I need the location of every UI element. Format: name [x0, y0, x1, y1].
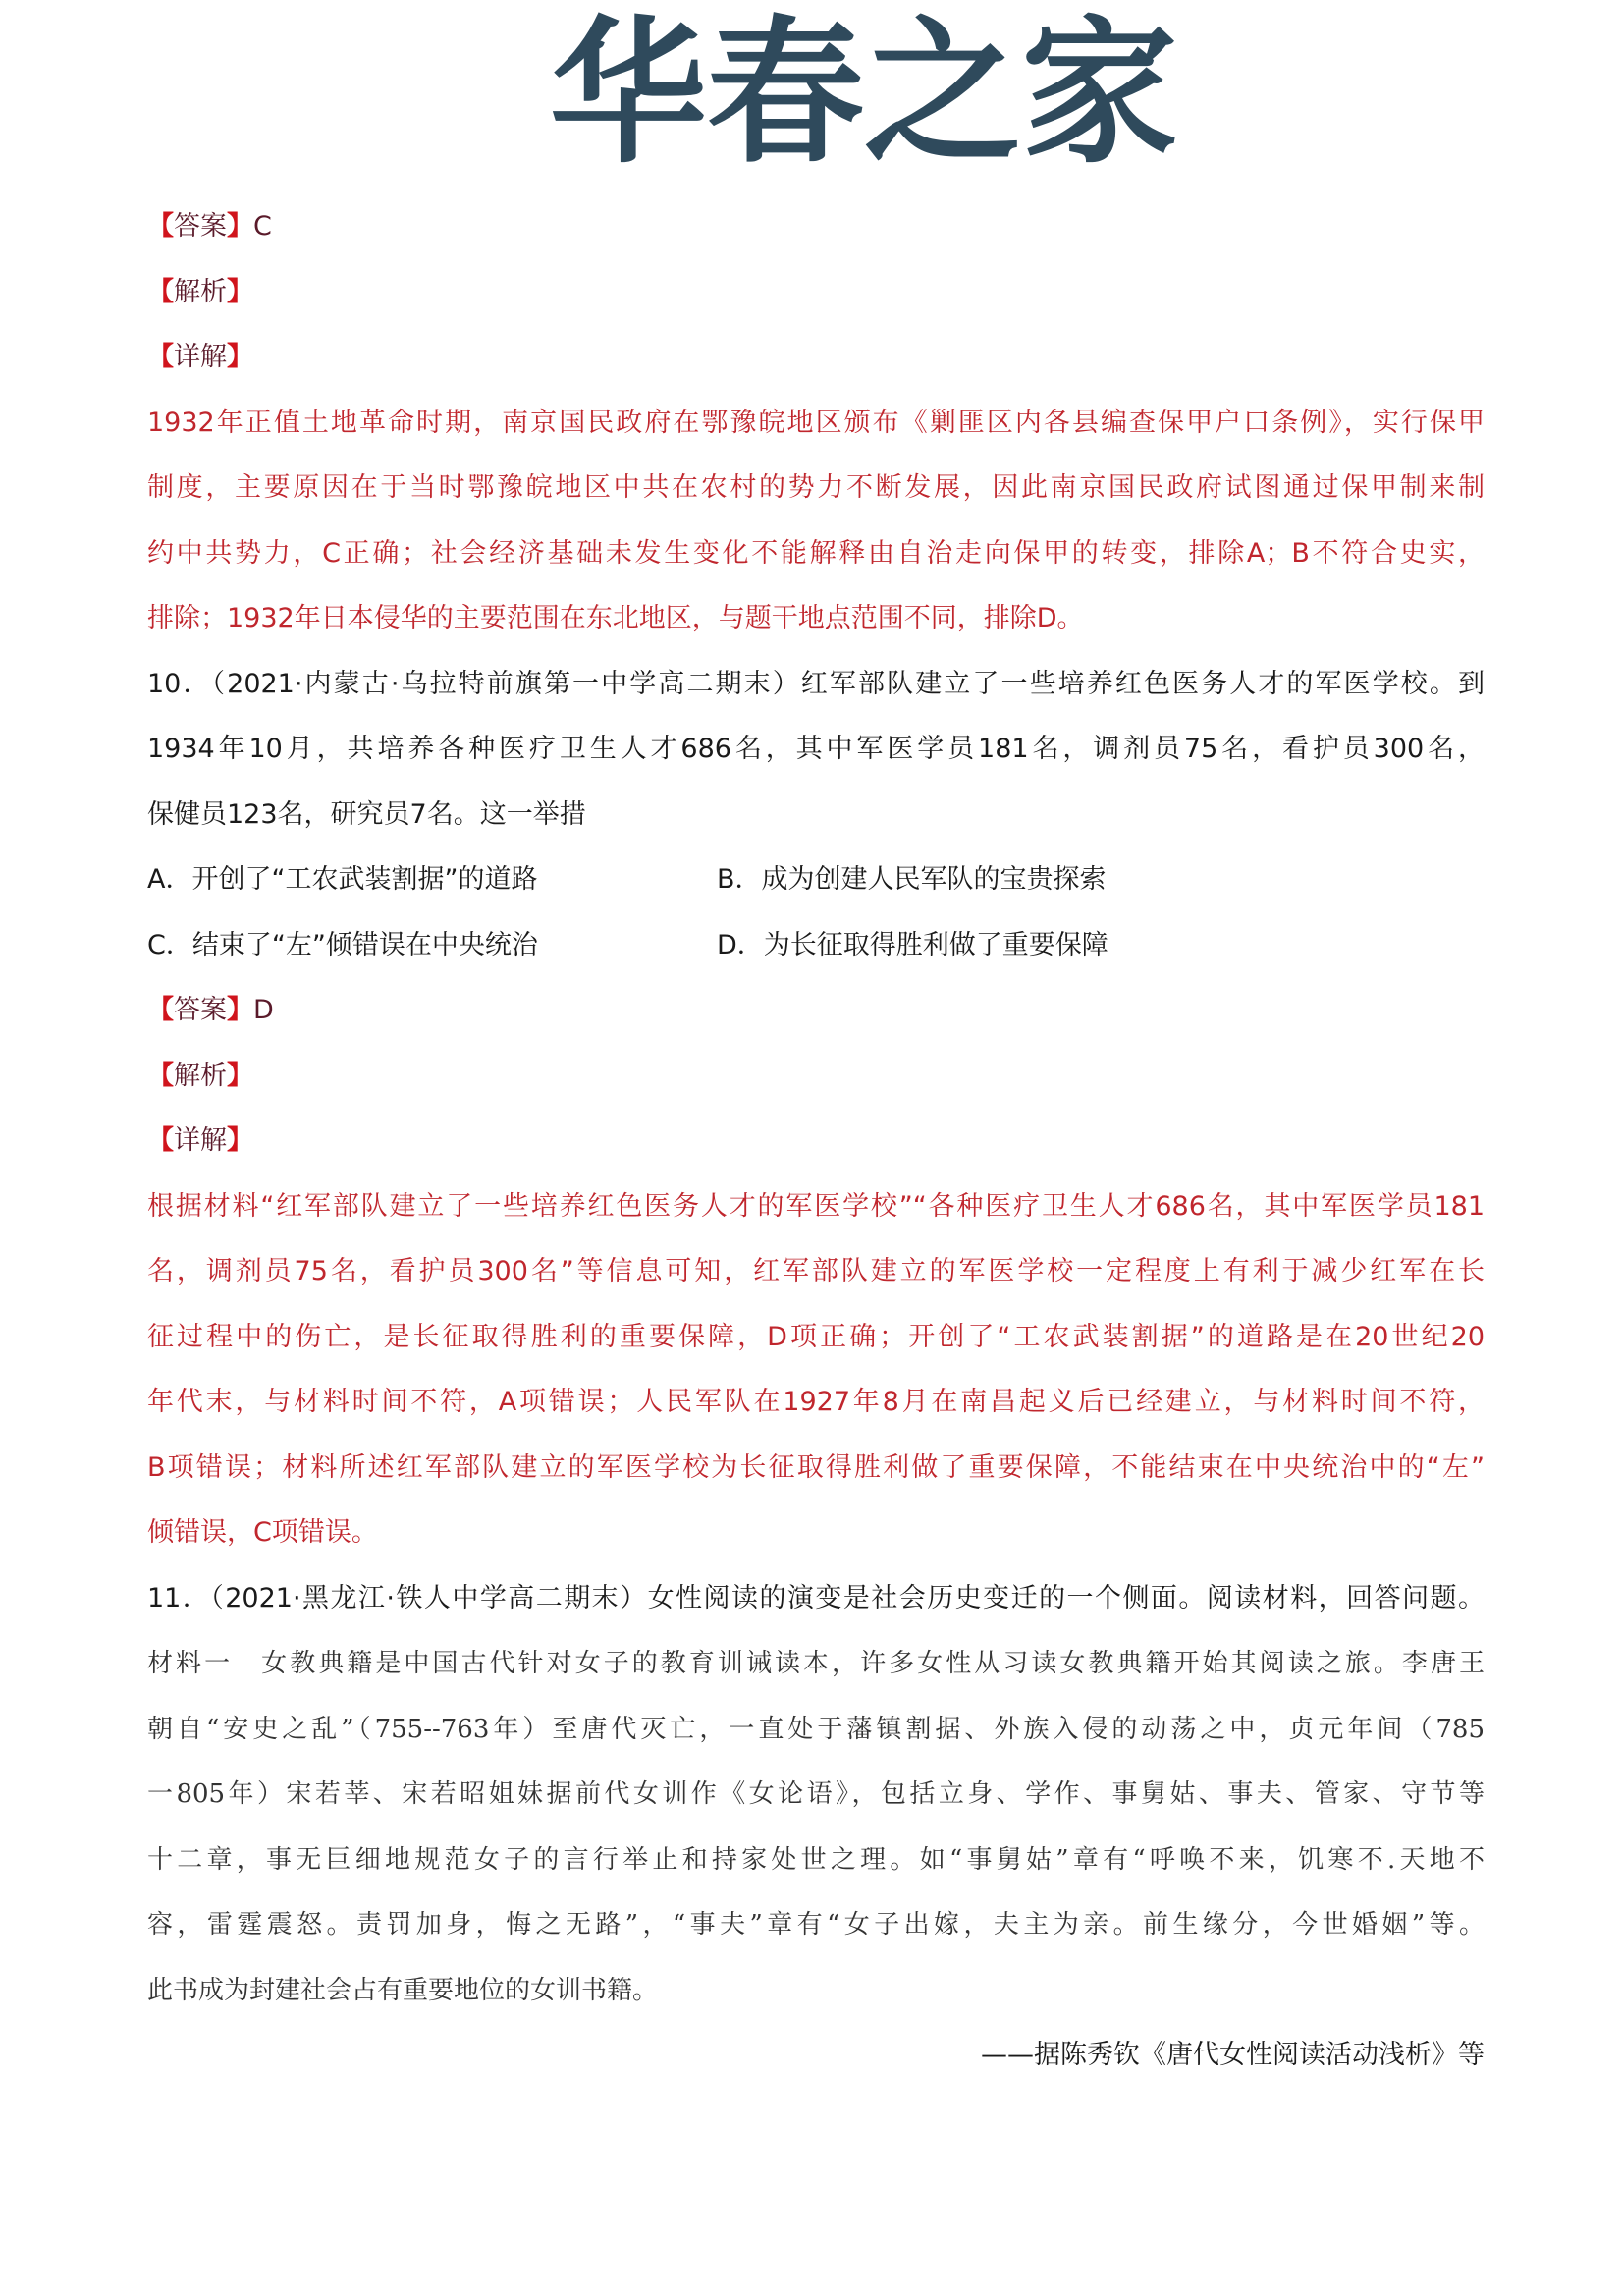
option-b: B．成为创建人民军队的宝贵探索 [717, 864, 1107, 895]
q10-stem-line: 保健员123名，研究员7名。这一举措 [147, 798, 586, 830]
q9-detail-line: 1932年正值土地革命时期，南京国民政府在鄂豫皖地区颁布《剿匪区内各县编查保甲户口条例》，实行保甲 [147, 407, 1485, 438]
q11-material-line: 一805年）宋若莘、宋若昭姐妹据前代女训作《女论语》，包括立身、学作、事舅姑、事夫、管家、守节等 [147, 1779, 1485, 1809]
q10-analysis-label: 【解析】 [147, 1060, 253, 1091]
q9-analysis-label: 【解析】 [147, 276, 253, 307]
q10-detail-line: 年代末，与材料时间不符，A项错误；人民军队在1927年8月在南昌起义后已经建立，与材料时间不符， [147, 1387, 1485, 1417]
q10-stem-line: 1934年10月，共培养各种医疗卫生人才686名，其中军医学员181名，调剂员75名，看护员300名， [147, 734, 1485, 764]
q9-detail-line: 制度，主要原因在于当时鄂豫皖地区中共在农村的势力不断发展，因此南京国民政府试图通过保甲制来制 [147, 472, 1485, 503]
option-c: C．结束了“左”倾错误在中央统治 [147, 929, 538, 960]
q10-detail-line: 名，调剂员75名，看护员300名”等信息可知，红军部队建立的军医学校一定程度上有利于减少红军在长 [147, 1256, 1485, 1286]
option-d: D．为长征取得胜利做了重要保障 [717, 929, 1108, 960]
q11-material-line: 此书成为封建社会占有重要地位的女训书籍。 [147, 1975, 659, 2005]
q11-material-line: 容，雷霆震怒。责罚加身，悔之无路”，“事夫”章有“女子出嫁，夫主为亲。前生缘分，今世婚姻”等。 [147, 1910, 1485, 1940]
q10-detail-line: 征过程中的伤亡，是长征取得胜利的重要保障，D项正确；开创了“工农武装割据”的道路是在20世纪20 [147, 1321, 1485, 1352]
q10-answer: 【答案】D [147, 995, 274, 1025]
q10-detail-line: 根据材料“红军部队建立了一些培养红色医务人才的军医学校”“各种医疗卫生人才686名，其中军医学员181 [147, 1190, 1485, 1222]
q11-material-line: 材料一 女教典籍是中国古代针对女子的教育训诫读本，许多女性从习读女教典籍开始其阅读之旅。李唐王 [147, 1649, 1485, 1678]
document-page [147, 194, 1485, 2089]
q9-answer: 【答案】C [147, 211, 272, 242]
q10-detail-label: 【详解】 [147, 1125, 253, 1156]
q11-material-line: 十二章，事无巨细地规范女子的言行举止和持家处世之理。如“事舅姑”章有“呼唤不来，饥寒不.天地不 [147, 1844, 1485, 1875]
q10-options-row [147, 847, 1485, 913]
q11-material-line: 朝自“安史之乱”（755--763年）至唐代灭亡，一直处于藩镇割据、外族入侵的动荡之中，贞元年间（785 [147, 1714, 1485, 1744]
watermark: 华春之家 [550, 1, 1179, 185]
q10-stem-line: 10．（2021·内蒙古·乌拉特前旗第一中学高二期末）红军部队建立了一些培养红色医务人才的军医学校。到 [147, 668, 1485, 699]
option-a: A．开创了“工农武装割据”的道路 [147, 864, 538, 895]
q9-detail-line: 排除；1932年日本侵华的主要范围在东北地区，与题干地点范围不同，排除D。 [147, 603, 1084, 633]
q10-detail-line: 倾错误，C项错误。 [147, 1517, 378, 1548]
q9-detail-line: 约中共势力，C正确；社会经济基础未发生变化不能解释由自治走向保甲的转变，排除A；B不符合史实， [147, 537, 1485, 569]
q10-detail-line: B项错误；材料所述红军部队建立的军医学校为长征取得胜利做了重要保障，不能结束在中央统治中的“左” [147, 1451, 1485, 1483]
q10-options-row [147, 913, 1485, 979]
q11-stem: 11．（2021·黑龙江·铁人中学高二期末）女性阅读的演变是社会历史变迁的一个侧面。阅读材料，回答问题。 [147, 1582, 1485, 1613]
q9-detail-label: 【详解】 [147, 342, 253, 372]
q11-source: ——据陈秀钦《唐代女性阅读活动浅析》等 [981, 2040, 1485, 2070]
